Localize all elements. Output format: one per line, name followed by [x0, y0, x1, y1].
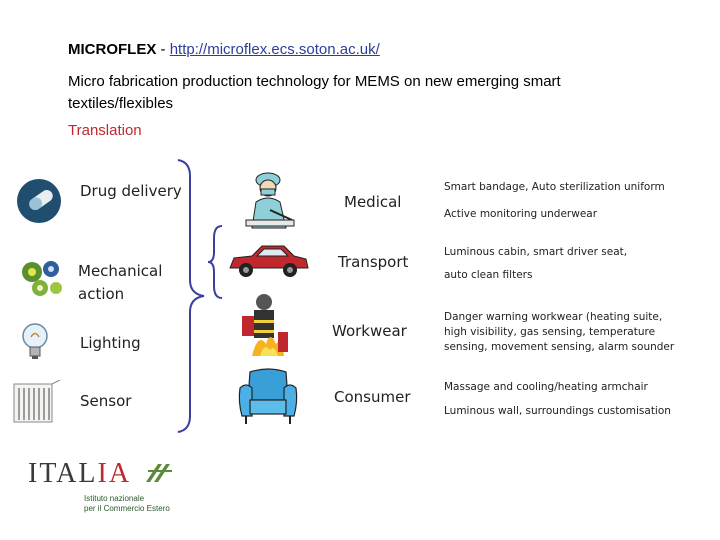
surgeon-icon: [240, 170, 298, 230]
sector-label-consumer: Consumer: [334, 388, 411, 406]
header-title-line: [68, 40, 380, 60]
sector-label-workwear: Workwear: [332, 322, 407, 340]
tech-label-action: action: [78, 285, 125, 303]
title-separator: -: [156, 41, 170, 58]
pill-icon: [14, 176, 64, 226]
app-workwear-3: sensing, movement sensing, alarm sounder: [444, 341, 675, 353]
logo-caption-line-2: per il Commercio Estero: [84, 504, 170, 513]
car-icon: [226, 242, 310, 280]
subtitle-line-2: textiles/flexibles: [68, 95, 174, 112]
app-workwear-1: Danger warning workwear (heating suite,: [444, 311, 663, 323]
app-consumer-2: Luminous wall, surroundings customisation: [444, 405, 671, 417]
armchair-icon: [236, 366, 300, 428]
app-consumer-1: Massage and cooling/heating armchair: [444, 381, 648, 393]
logo-caption-line-1: Istituto nazionale: [84, 494, 145, 503]
sensor-chip-icon: [12, 380, 62, 428]
gears-icon: [18, 258, 66, 298]
sector-label-transport: Transport: [338, 253, 409, 271]
project-name: MICROFLEX: [68, 41, 157, 58]
project-link[interactable]: http://microflex.ecs.soton.ac.uk/: [169, 41, 380, 58]
left-brace: [206, 224, 226, 305]
logo-text-2: IA: [97, 458, 132, 489]
firefighter-icon: [232, 292, 298, 358]
app-medical-2: Active monitoring underwear: [444, 208, 598, 220]
app-medical-1: Smart bandage, Auto sterilization uniform: [444, 181, 665, 193]
app-transport-1: Luminous cabin, smart driver seat,: [444, 246, 628, 258]
app-transport-2: auto clean filters: [444, 269, 533, 281]
tech-label-drug-delivery: Drug delivery: [80, 182, 182, 200]
sector-label-medical: Medical: [344, 193, 402, 211]
logo-chevron-icon: [142, 458, 176, 486]
logo-caption: [84, 494, 170, 514]
ice-logo-wordmark: [28, 458, 131, 490]
app-workwear-2: high visibility, gas sensing, temperature: [444, 326, 656, 338]
tech-label-sensor: Sensor: [80, 392, 132, 410]
tech-label-lighting: Lighting: [80, 334, 141, 352]
translation-heading: Translation: [68, 122, 142, 139]
logo-text-1: ITAL: [28, 458, 98, 489]
tech-label-mechanical: Mechanical: [78, 262, 163, 280]
subtitle-line-1: Micro fabrication production technology for MEMS on new emerging smart: [68, 73, 561, 90]
lightbulb-icon: [20, 322, 50, 362]
